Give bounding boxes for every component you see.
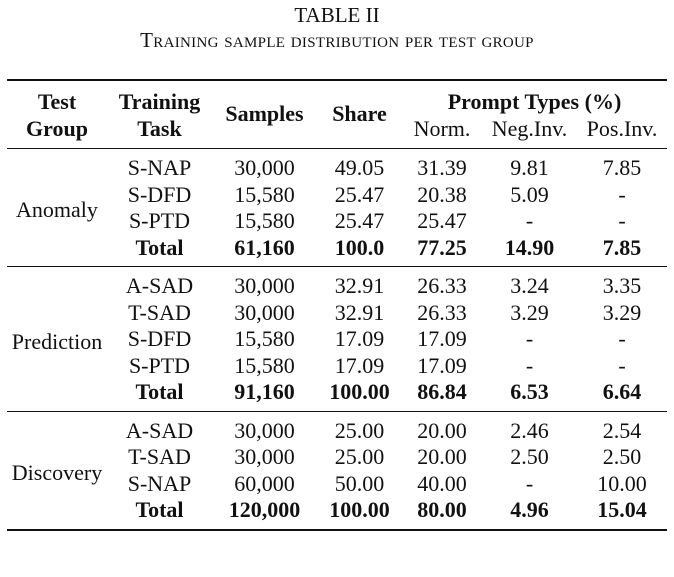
cell-training-task: S-NAP [127,470,192,496]
cell-norm: 26.33 [417,299,467,325]
group-label: Discovery [7,411,107,530]
cell-neg-inv: 4.96 [482,497,577,530]
cell-neg-inv: 3.24 [482,267,577,300]
cell-training-task: A-SAD [107,411,212,444]
header-test-group [7,80,107,149]
header-norm: Norm. [413,115,471,141]
cell-share: 25.00 [334,444,385,469]
header-pos-inv: Pos.Inv. [586,115,658,141]
cell-samples: 15,580 [234,352,295,378]
cell-training-task: S-PTD [128,208,191,233]
cell-samples: 30,000 [234,299,295,325]
cell-neg-inv: 9.81 [510,155,549,180]
cell-samples: 91,160 [234,379,295,404]
cell-neg-inv: - [525,326,534,351]
table-row [7,267,667,300]
cell-pos-inv: 3.29 [602,299,642,325]
cell-norm: 20.00 [402,411,482,444]
cell-norm: 20.38 [417,181,467,207]
cell-norm: 31.39 [417,155,467,180]
cell-pos-inv: - [618,352,626,378]
header-training-task-line1: Training [118,89,201,114]
cell-share: 49.05 [334,155,385,180]
cell-training-task: A-SAD [107,267,212,300]
header-test-group-line1: Test [37,89,77,114]
header-neg-inv: Neg.Inv. [491,115,568,141]
cell-samples: 30,000 [212,411,317,444]
cell-training-task: S-DFD [127,181,192,207]
cell-norm: 20.00 [417,444,467,469]
table-title: Training sample distribution per test group [140,28,534,52]
cell-neg-inv: 2.46 [482,411,577,444]
cell-samples: 30,000 [212,267,317,300]
cell-neg-inv: 3.29 [510,299,549,325]
cell-pos-inv: 7.85 [602,234,642,260]
cell-pos-inv: 15.04 [577,497,667,530]
cell-share: 25.47 [334,181,385,207]
cell-norm: 25.47 [417,208,467,233]
cell-samples: 30,000 [234,444,295,469]
cell-pos-inv: 10.00 [597,470,647,496]
cell-pos-inv: 2.50 [602,444,642,469]
group-label: Anomaly [16,197,98,223]
table-body [7,149,667,530]
cell-samples: 15,580 [234,326,295,351]
table-caption [0,3,674,53]
header-training-task-line2: Task [137,115,182,141]
cell-share: 32.91 [317,267,402,300]
cell-norm: 26.33 [402,267,482,300]
cell-pos-inv: - [618,326,626,351]
header-training-task [107,80,212,149]
cell-neg-inv: - [525,352,534,378]
cell-samples: 30,000 [234,155,295,180]
cell-share: 100.0 [334,234,385,260]
cell-share: 25.47 [334,208,385,233]
cell-samples: 61,160 [234,234,295,260]
cell-training-task: Total [107,497,212,530]
cell-pos-inv: 2.54 [577,411,667,444]
cell-neg-inv: 2.50 [510,444,549,469]
cell-norm: 77.25 [417,234,467,260]
cell-norm: 80.00 [402,497,482,530]
cell-share: 17.09 [334,326,385,351]
cell-training-task: Total [135,234,184,260]
cell-pos-inv: 6.64 [602,379,642,404]
header-samples: Samples [212,80,317,149]
cell-neg-inv: - [525,208,534,233]
cell-share: 100.00 [329,379,390,404]
cell-samples: 15,580 [234,181,295,207]
cell-neg-inv: - [525,470,534,496]
cell-training-task: T-SAD [128,444,191,469]
cell-share: 17.09 [334,352,385,378]
cell-norm: 17.09 [417,326,467,351]
cell-share: 100.00 [317,497,402,530]
cell-samples: 60,000 [234,470,295,496]
cell-share: 25.00 [317,411,402,444]
cell-norm: 17.09 [417,352,467,378]
cell-norm: 40.00 [417,470,467,496]
cell-pos-inv: 3.35 [577,267,667,300]
cell-training-task: S-DFD [127,326,192,351]
distribution-table [7,79,667,531]
cell-training-task: Total [135,379,184,404]
table-row [7,411,667,444]
cell-pos-inv: 7.85 [602,155,642,180]
cell-norm: 86.84 [417,379,467,404]
cell-training-task: S-NAP [127,155,192,180]
cell-share: 50.00 [334,470,385,496]
cell-pos-inv: - [618,181,626,207]
cell-neg-inv: 14.90 [504,234,555,260]
cell-pos-inv: - [618,208,626,233]
cell-share: 32.91 [334,299,385,325]
cell-samples: 15,580 [234,208,295,233]
cell-neg-inv: 6.53 [510,379,549,404]
cell-neg-inv: 5.09 [510,181,549,207]
header-share: Share [317,80,402,149]
table-row [7,149,667,182]
cell-samples: 120,000 [212,497,317,530]
cell-training-task: T-SAD [128,299,191,325]
header-prompt-types: Prompt Types (%) [447,89,622,114]
table-label: TABLE II [294,3,380,27]
header-test-group-line2: Group [26,115,88,141]
group-label: Prediction [7,267,107,412]
table-header [7,80,667,149]
cell-training-task: S-PTD [128,352,191,378]
